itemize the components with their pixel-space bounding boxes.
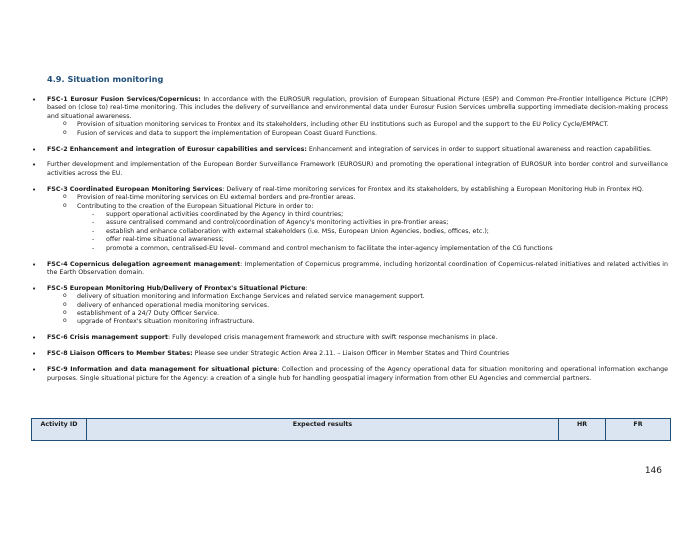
sub-sub-item: - offer real-time situational awareness; <box>47 236 668 244</box>
sub-sub-item: - establish and enhance collaboration with external stakeholders (i.e. MSs, European Union Agencies, bodies, offices, etc.); <box>47 228 668 236</box>
item-lead: FSC-5 European Monitoring Hub/Delivery of Frontex's Situational Picture <box>47 284 306 292</box>
item-lead: FSC-3 Coordinated European Monitoring Services <box>47 185 223 193</box>
sub-item: o upgrade of Frontex's situation monitoring infrastructure. <box>47 318 668 326</box>
item-text: In accordance with the EUROSUR regulation, provision of European Situational Picture (ESP) and Common Pre-Frontier Intelligence Picture (CPIP) based on (close to) real-time monitoring. This includes the delivery of surveillance and environmental data under Eurosur Fusion Services umbrella supporting immediate decision-making process and situational awareness. <box>47 96 668 120</box>
activities-table <box>31 418 671 441</box>
item-text: : Collection and processing of the Agency operational data for situation monitoring and operational information exchange purposes. Single situational picture for the Agency: a creation of a single hub for handling geospatial imagery information from other EU Agencies and commercial partners. <box>47 366 669 382</box>
col-expected-results: Expected results <box>87 419 559 441</box>
item-text: : Implementation of Copernicus programme, including horizontal coordination of Copernicus-related initiatives and related activities in the Earth Observation domain. <box>47 260 668 276</box>
item-text: Please see under Strategic Action Area 2.11. – Liaison Officer in Member States and Third Countries <box>192 350 510 358</box>
item-lead: FSC-8 Liaison Officers to Member States: <box>47 350 193 358</box>
col-hr: HR <box>559 419 606 441</box>
sub-sub-item: - assure centralised command and control/coordination of Agency's monitoring activities in pre-frontier areas; <box>47 219 668 227</box>
item-text: Enhancement and integration of services in order to support situational awareness and reaction capabilities. <box>306 145 652 153</box>
sub-item: o establishment of a 24/7 Duty Officer Service. <box>47 310 668 318</box>
item-text: : <box>305 284 308 292</box>
col-fr: FR <box>606 419 671 441</box>
list-item-fsc5 <box>32 285 668 327</box>
item-lead: FSC-1 Eurosur Fusion Services/Copernicus: <box>47 96 201 103</box>
item-text: : Fully developed crisis management framework and structure with swift response mechanisms in place. <box>168 334 498 342</box>
item-text: : Delivery of real-time monitoring services for Frontex and its stakeholders, by establishing a European Monitoring Hub in Frontex HQ. <box>222 185 644 193</box>
section-heading: 4.9. Situation monitoring <box>47 74 164 84</box>
sub-item: o Fusion of services and data to support the implementation of European Coast Guard Functions. <box>47 130 668 138</box>
table-header-row <box>32 419 671 441</box>
sub-item: o delivery of situation monitoring and Information Exchange Services and related service management support. <box>47 293 668 301</box>
list-item-fsc9 <box>32 366 668 383</box>
item-lead: FSC-9 Information and data management for situational picture <box>47 366 278 374</box>
list-item-fsc1 <box>32 96 668 138</box>
sub-sub-item: - promote a common, centralised-EU level- command and control mechanism to facilitate the inter-agency implementation of the CG functions <box>47 245 668 253</box>
sub-sub-item: - support operational activities coordinated by the Agency in third countries; <box>47 211 668 219</box>
col-activity-id: Activity ID <box>32 419 87 441</box>
content-list <box>32 96 668 390</box>
item-lead: FSC-2 Enhancement and integration of Eurosur capabilities and services: <box>47 145 307 153</box>
sub-item: o Contributing to the creation of the European Situational Picture in order to: <box>47 203 668 211</box>
list-item-eurosur <box>32 161 668 178</box>
sub-item: o delivery of enhanced operational media monitoring services. <box>47 302 668 310</box>
list-item-fsc2 <box>32 146 668 154</box>
sub-item: o Provision of real-time monitoring services on EU external borders and pre-frontier areas. <box>47 194 668 202</box>
list-item-fsc8 <box>32 350 668 358</box>
list-item-fsc4 <box>32 261 668 278</box>
list-item-fsc3 <box>32 186 668 253</box>
page-number: 146 <box>644 466 662 476</box>
sub-item: o Provision of situation monitoring services to Frontex and its stakeholders, including other EU institutions such as Europol and the support to the EU Policy Cycle/EMPACT. <box>47 121 668 129</box>
item-lead: FSC-4 Copernicus delegation agreement management <box>47 260 241 268</box>
list-item-fsc6 <box>32 334 668 342</box>
item-lead: FSC-6 Crisis management support <box>47 334 169 342</box>
item-text: Further development and implementation of the European Border Surveillance Framework (EUROSUR) and promoting the operational integration of EUROSUR into border control and surveillance activities across the EU. <box>47 161 668 177</box>
